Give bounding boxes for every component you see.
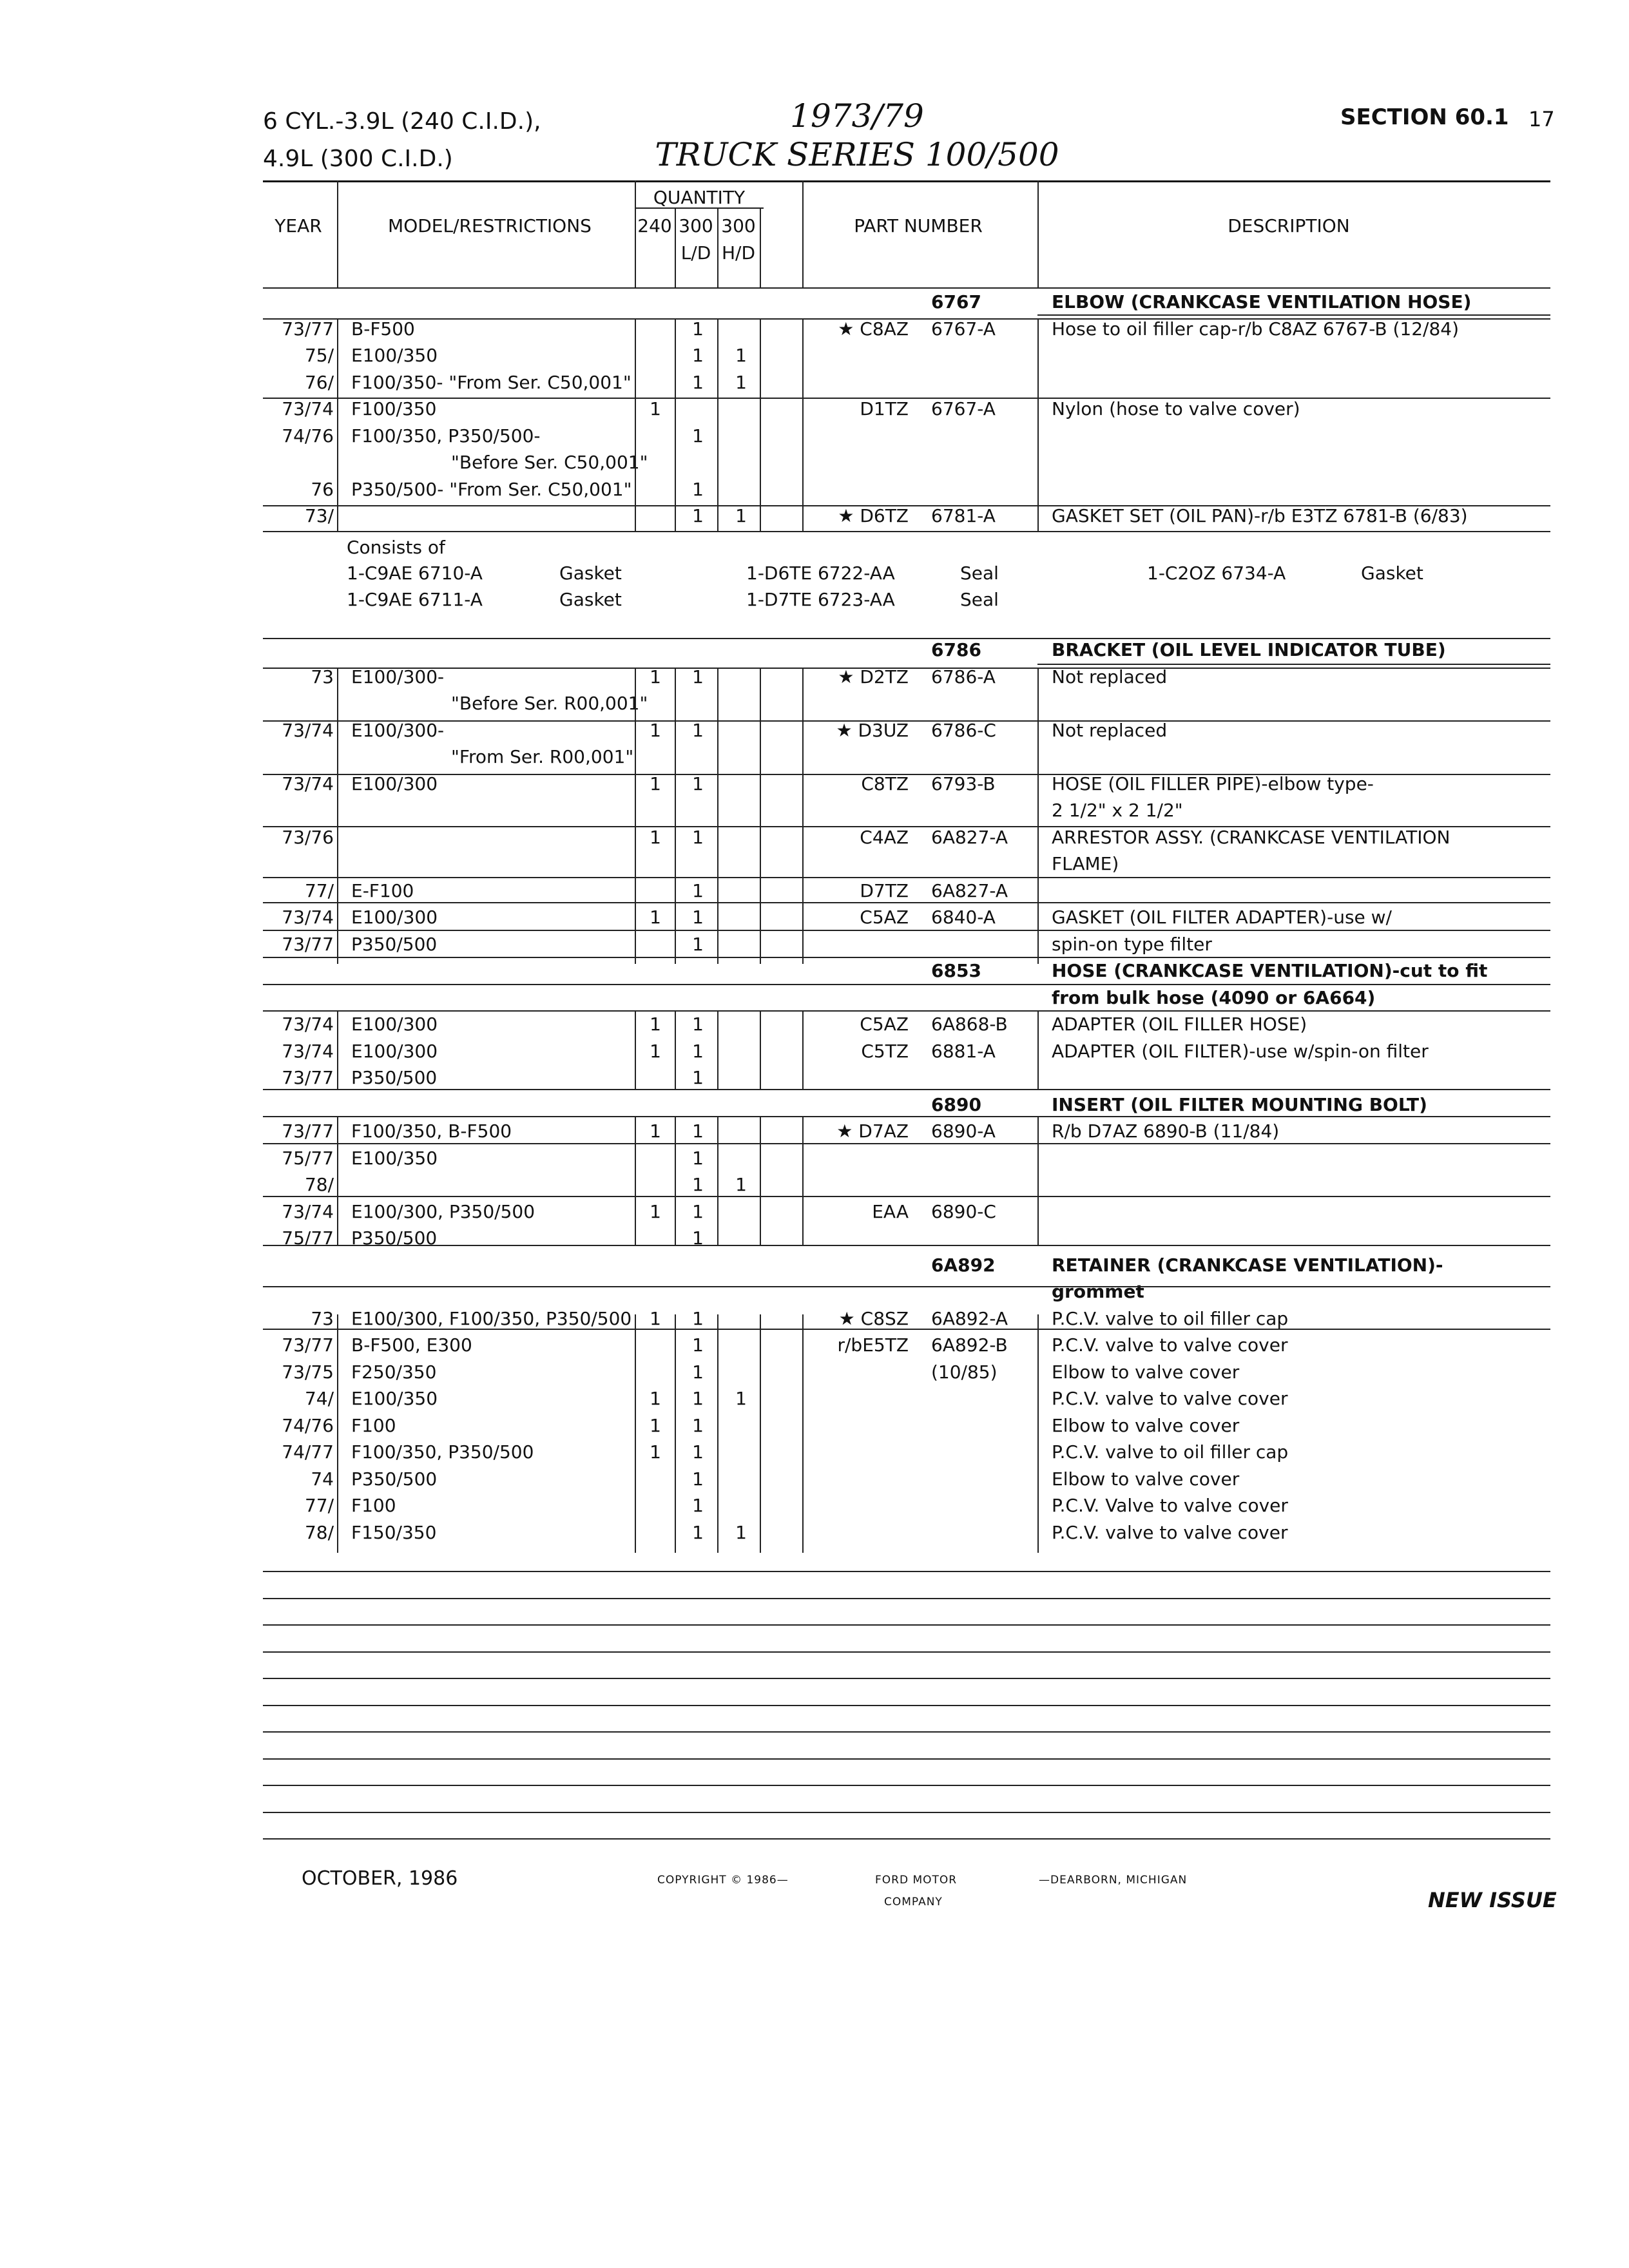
series-title: TRUCK SERIES 100/500: [655, 136, 1059, 173]
cell-year: 73/76: [282, 826, 334, 848]
cell-part-number: 6840-A: [931, 907, 996, 928]
row-rule: [263, 720, 1550, 722]
cell-model: E100/350: [351, 1147, 438, 1169]
cell-model: E100/300: [351, 1040, 438, 1062]
cell-part-prefix: C5TZ: [861, 1040, 909, 1062]
cell-year: 73/77: [282, 1067, 334, 1088]
cell-q240: 1: [650, 1307, 661, 1329]
cell-model: P350/500: [351, 933, 438, 955]
cell-description: grommet: [1052, 1281, 1144, 1302]
cell-description: ADAPTER (OIL FILTER)-use w/spin-on filter: [1052, 1040, 1429, 1062]
cell-part-number: 6A892-B: [931, 1334, 1008, 1356]
cell-description: ARRESTOR ASSY. (CRANKCASE VENTILATION: [1052, 826, 1451, 848]
cell-model: B-F500, E300: [351, 1334, 472, 1356]
cell-year: 73/75: [282, 1361, 334, 1383]
column-rule: [635, 318, 636, 531]
cell-year: 77/: [304, 1495, 334, 1516]
cell-q300ld: 1: [692, 933, 704, 955]
col-model: MODEL/RESTRICTIONS: [388, 215, 592, 236]
cell-part-number: 6A868-B: [931, 1014, 1008, 1035]
cell-q300ld: 1: [692, 1441, 704, 1463]
cell-description: RETAINER (CRANKCASE VENTILATION)-: [1052, 1254, 1443, 1276]
cell-description: ADAPTER (OIL FILLER HOSE): [1052, 1014, 1307, 1035]
header-left: [263, 103, 541, 178]
cell-description: Elbow to valve cover: [1052, 1361, 1240, 1383]
row-rule: [1037, 314, 1550, 316]
cell-q300ld: 1: [692, 1174, 704, 1195]
cell-q300ld: 1: [692, 1147, 704, 1169]
cell-year: 73/74: [282, 1200, 334, 1222]
cell-model: F100: [351, 1414, 396, 1436]
cell-year: 73/74: [282, 1040, 334, 1062]
column-rule: [1037, 1314, 1039, 1553]
row-rule: [263, 1598, 1550, 1599]
cell-year: 75/77: [282, 1227, 334, 1249]
footer-new-issue: NEW ISSUE: [1428, 1888, 1557, 1912]
cell-q300ld: 1: [692, 345, 704, 366]
cell-q240: 1: [650, 907, 661, 928]
cell-year: 75/: [304, 345, 334, 366]
consists-c1-desc: Gasket: [1361, 562, 1423, 584]
footer-location: —DEARBORN, MICHIGAN: [1039, 1874, 1188, 1887]
row-rule: [263, 318, 1550, 320]
cell-part-prefix: EAA: [872, 1200, 909, 1222]
cell-model: "From Ser. R00,001": [451, 746, 634, 767]
column-rule: [802, 1010, 804, 1090]
col-quantity: QUANTITY: [653, 187, 746, 208]
row-rule: [263, 957, 1550, 958]
cell-part-number: 6853: [931, 960, 981, 981]
cell-q300hd: 1: [735, 1174, 747, 1195]
top-rule: [263, 180, 1550, 182]
section-label: SECTION 60.1: [1340, 104, 1509, 130]
cell-description: spin-on type filter: [1052, 933, 1212, 955]
cell-description: from bulk hose (4090 or 6A664): [1052, 986, 1376, 1008]
cell-year: 78/: [304, 1521, 334, 1543]
cell-year: 73/74: [282, 719, 334, 741]
cell-part-number: 6767-A: [931, 398, 996, 419]
cell-model: "Before Ser. C50,001": [451, 452, 648, 473]
cell-description: Not replaced: [1052, 719, 1168, 741]
row-rule: [263, 398, 1550, 399]
engine-line-1: 6 CYL.-3.9L (240 C.I.D.),: [263, 108, 541, 135]
column-rule: [760, 1010, 761, 1090]
cell-part-number: 6A892-A: [931, 1307, 1008, 1329]
cell-q240: 1: [650, 826, 661, 848]
cell-description: P.C.V. Valve to valve cover: [1052, 1495, 1288, 1516]
column-rule: [635, 1010, 636, 1090]
consists-a1-desc: Gasket: [559, 562, 622, 584]
cell-part-number: 6767-A: [931, 318, 996, 340]
cell-q300ld: 1: [692, 478, 704, 500]
cell-part-prefix: ★ D2TZ: [838, 666, 909, 687]
column-rule: [675, 1010, 676, 1090]
cell-model: F150/350: [351, 1521, 437, 1543]
cell-model: E100/300, F100/350, P350/500: [351, 1307, 632, 1329]
cell-description: GASKET SET (OIL PAN)-r/b E3TZ 6781-B (6/83): [1052, 505, 1468, 526]
cell-part-number: 6A892: [931, 1254, 996, 1276]
column-rule: [1037, 1010, 1039, 1090]
row-rule: [263, 877, 1550, 878]
cell-description: HOSE (OIL FILLER PIPE)-elbow type-: [1052, 773, 1374, 794]
cell-q300ld: 1: [692, 1014, 704, 1035]
cell-part-number: 6786: [931, 639, 981, 660]
cell-q300ld: 1: [692, 773, 704, 794]
cell-part-number: 6890-A: [931, 1120, 996, 1142]
cell-part-prefix: C5AZ: [860, 1014, 909, 1035]
consists-b1: 1-D6TE 6722-AA: [746, 562, 895, 584]
cell-part-number: 6890: [931, 1093, 981, 1115]
cell-part-number: 6890-C: [931, 1200, 996, 1222]
cell-model: "Before Ser. R00,001": [451, 693, 648, 714]
column-rule: [635, 1116, 636, 1245]
cell-part-prefix: ★ D7AZ: [836, 1120, 909, 1142]
cell-part-number: 6767: [931, 291, 981, 312]
cell-part-prefix: ★ D3UZ: [836, 719, 909, 741]
cell-year: 74/: [304, 1388, 334, 1409]
cell-model: E100/300: [351, 907, 438, 928]
cell-q240: 1: [650, 1120, 661, 1142]
years-title: 1973/79: [790, 97, 924, 135]
column-rule: [635, 668, 636, 964]
row-rule: [263, 1286, 1550, 1287]
cell-year: 76: [311, 478, 334, 500]
cell-q300hd: 1: [735, 505, 747, 526]
cell-model: F100/350, P350/500-: [351, 425, 541, 447]
column-rule: [760, 318, 761, 531]
footer-ford-2: COMPANY: [884, 1896, 943, 1908]
column-rule: [717, 1116, 718, 1245]
consists-a1: 1-C9AE 6710-A: [347, 562, 483, 584]
cell-q300hd: 1: [735, 1388, 747, 1409]
cell-year: 74/76: [282, 425, 334, 447]
cell-q300ld: 1: [692, 879, 704, 901]
row-rule: [263, 1089, 1550, 1090]
footer-date: OCTOBER, 1986: [302, 1867, 458, 1890]
row-rule: [263, 1785, 1550, 1786]
cell-year: 73/74: [282, 773, 334, 794]
cell-q300ld: 1: [692, 1361, 704, 1383]
cell-description: ELBOW (CRANKCASE VENTILATION HOSE): [1052, 291, 1472, 312]
cell-description: P.C.V. valve to oil filler cap: [1052, 1441, 1289, 1463]
column-rule: [635, 1314, 636, 1553]
cell-q300ld: 1: [692, 505, 704, 526]
col-q300hd-a: 300: [721, 215, 756, 236]
cell-q300ld: 1: [692, 1521, 704, 1543]
cell-model: P350/500- "From Ser. C50,001": [351, 478, 632, 500]
cell-model: P350/500: [351, 1227, 438, 1249]
cell-year: 73/: [304, 505, 334, 526]
cell-model: P350/500: [351, 1067, 438, 1088]
row-rule: [263, 930, 1550, 931]
cell-q240: 1: [650, 1388, 661, 1409]
column-rule: [675, 318, 676, 531]
cell-year: 73/77: [282, 318, 334, 340]
cell-description: GASKET (OIL FILTER ADAPTER)-use w/: [1052, 907, 1392, 928]
cell-q240: 1: [650, 773, 661, 794]
engine-line-2: 4.9L (300 C.I.D.): [263, 146, 453, 172]
cell-model: F100/350, P350/500: [351, 1441, 534, 1463]
column-rule: [717, 1010, 718, 1090]
cell-q300ld: 1: [692, 1495, 704, 1516]
cell-year: 78/: [304, 1174, 334, 1195]
header-center: [644, 97, 1070, 174]
cell-q300ld: 1: [692, 1040, 704, 1062]
cell-part-number: 6A827-A: [931, 879, 1008, 901]
cell-q300ld: 1: [692, 907, 704, 928]
cell-model: E100/300: [351, 1014, 438, 1035]
cell-year: 73/77: [282, 1334, 334, 1356]
cell-model: F250/350: [351, 1361, 437, 1383]
cell-description: Hose to oil filler cap-r/b C8AZ 6767-B (12/84): [1052, 318, 1459, 340]
cell-description: P.C.V. valve to valve cover: [1052, 1388, 1288, 1409]
cell-description: P.C.V. valve to oil filler cap: [1052, 1307, 1289, 1329]
consists-b1-desc: Seal: [960, 562, 999, 584]
cell-q300ld: 1: [692, 1468, 704, 1490]
cell-part-prefix: ★ D6TZ: [838, 505, 909, 526]
cell-q300ld: 1: [692, 318, 704, 340]
row-rule: [263, 1143, 1550, 1144]
cell-part-prefix: D7TZ: [860, 879, 909, 901]
cell-q300ld: 1: [692, 1067, 704, 1088]
column-rule: [337, 1116, 338, 1245]
cell-year: 76/: [304, 371, 334, 393]
cell-q300ld: 1: [692, 1200, 704, 1222]
cell-year: 73/74: [282, 1014, 334, 1035]
cell-q300ld: 1: [692, 1120, 704, 1142]
row-rule: [263, 1116, 1550, 1117]
cell-part-prefix: ★ C8SZ: [838, 1307, 909, 1329]
cell-model: E100/300-: [351, 719, 445, 741]
column-rule: [802, 1314, 804, 1553]
cell-part-number: 6881-A: [931, 1040, 996, 1062]
column-rule: [760, 668, 761, 964]
cell-q240: 1: [650, 398, 661, 419]
cell-part-prefix: C5AZ: [860, 907, 909, 928]
cell-q240: 1: [650, 1441, 661, 1463]
col-q300ld-b: L/D: [680, 242, 711, 264]
column-rule: [337, 1010, 338, 1090]
cell-description: Nylon (hose to valve cover): [1052, 398, 1300, 419]
footer-copyright: COPYRIGHT © 1986—: [657, 1874, 789, 1887]
column-rule: [802, 668, 804, 964]
cell-q300ld: 1: [692, 371, 704, 393]
cell-model: E100/300, P350/500: [351, 1200, 535, 1222]
cell-year: 74/76: [282, 1414, 334, 1436]
cell-part-number: 6786-A: [931, 666, 996, 687]
cell-description: BRACKET (OIL LEVEL INDICATOR TUBE): [1052, 639, 1446, 660]
cell-year: 73/77: [282, 1120, 334, 1142]
column-rule: [337, 318, 338, 531]
cell-model: E100/300: [351, 773, 438, 794]
cell-model: F100/350, B-F500: [351, 1120, 512, 1142]
row-rule: [263, 1245, 1550, 1246]
cell-q300ld: 1: [692, 1388, 704, 1409]
consists-b2-desc: Seal: [960, 589, 999, 610]
col-part-number: PART NUMBER: [854, 215, 983, 236]
row-rule: [263, 1651, 1550, 1653]
column-rule: [675, 1314, 676, 1553]
consists-label: Consists of: [347, 537, 445, 558]
cell-description: R/b D7AZ 6890-B (11/84): [1052, 1120, 1280, 1142]
col-q300hd-b: H/D: [721, 242, 756, 264]
row-rule: [263, 1678, 1550, 1679]
cell-q300hd: 1: [735, 1521, 747, 1543]
consists-c1: 1-C2OZ 6734-A: [1147, 562, 1286, 584]
column-rule: [760, 1314, 761, 1553]
cell-part-number: 6781-A: [931, 505, 996, 526]
cell-year: 73: [311, 666, 334, 687]
column-rule: [802, 1116, 804, 1245]
row-rule: [263, 1812, 1550, 1813]
column-rule: [1037, 668, 1039, 964]
cell-description: Elbow to valve cover: [1052, 1468, 1240, 1490]
cell-model: F100: [351, 1495, 396, 1516]
row-rule: [263, 1624, 1550, 1626]
column-rule: [1037, 318, 1039, 531]
cell-q300ld: 1: [692, 1334, 704, 1356]
cell-year: 73/77: [282, 933, 334, 955]
cell-model: E-F100: [351, 879, 414, 901]
row-rule: [263, 1329, 1550, 1330]
cell-q300ld: 1: [692, 425, 704, 447]
cell-q300ld: 1: [692, 1307, 704, 1329]
cell-description: P.C.V. valve to valve cover: [1052, 1334, 1288, 1356]
cell-q240: 1: [650, 1014, 661, 1035]
row-rule: [263, 505, 1550, 506]
cell-description: Not replaced: [1052, 666, 1168, 687]
cell-year: 73/74: [282, 398, 334, 419]
cell-model: P350/500: [351, 1468, 438, 1490]
row-rule: [263, 638, 1550, 639]
row-rule: [263, 1731, 1550, 1733]
cell-q300ld: 1: [692, 666, 704, 687]
cell-model: E100/350: [351, 345, 438, 366]
cell-year: 74: [311, 1468, 334, 1490]
col-q240: 240: [637, 215, 672, 236]
cell-part-number: 6A827-A: [931, 826, 1008, 848]
footer-ford-1: FORD MOTOR: [875, 1874, 958, 1887]
column-rule: [717, 318, 718, 531]
cell-q240: 1: [650, 1200, 661, 1222]
cell-part-prefix: C4AZ: [860, 826, 909, 848]
cell-part-prefix: D1TZ: [860, 398, 909, 419]
cell-q300ld: 1: [692, 719, 704, 741]
cell-description: INSERT (OIL FILTER MOUNTING BOLT): [1052, 1093, 1427, 1115]
cell-q300ld: 1: [692, 826, 704, 848]
cell-q300hd: 1: [735, 371, 747, 393]
row-rule: [263, 1010, 1550, 1012]
row-rule: [263, 1758, 1550, 1760]
cell-year: 73/74: [282, 907, 334, 928]
column-rule: [760, 1116, 761, 1245]
row-rule: [263, 902, 1550, 903]
column-rule: [675, 668, 676, 964]
row-rule: [263, 1196, 1550, 1197]
column-rule: [717, 668, 718, 964]
column-rule: [337, 1314, 338, 1553]
cell-part-number: 6793-B: [931, 773, 996, 794]
row-rule: [263, 774, 1550, 775]
cell-model: E100/300-: [351, 666, 445, 687]
row-rule: [263, 1571, 1550, 1572]
column-rule: [1037, 1116, 1039, 1245]
page-number: 17: [1528, 107, 1555, 131]
row-rule: [263, 826, 1550, 827]
consists-a2: 1-C9AE 6711-A: [347, 589, 483, 610]
cell-description: 2 1/2" x 2 1/2": [1052, 800, 1183, 821]
column-rule: [802, 318, 804, 531]
cell-q300ld: 1: [692, 1227, 704, 1249]
cell-year: 74/77: [282, 1441, 334, 1463]
row-rule: [263, 984, 1550, 985]
row-rule: [263, 1705, 1550, 1706]
cell-part-prefix: r/bE5TZ: [837, 1334, 909, 1356]
row-rule: [1037, 664, 1550, 665]
row-rule: [263, 1838, 1550, 1840]
col-description: DESCRIPTION: [1228, 215, 1350, 236]
cell-description: HOSE (CRANKCASE VENTILATION)-cut to fit: [1052, 960, 1488, 981]
cell-description: Elbow to valve cover: [1052, 1414, 1240, 1436]
cell-description: FLAME): [1052, 853, 1119, 874]
consists-b2: 1-D7TE 6723-AA: [746, 589, 895, 610]
col-year: YEAR: [275, 215, 322, 236]
cell-part-prefix: ★ C8AZ: [838, 318, 909, 340]
cell-description: P.C.V. valve to valve cover: [1052, 1521, 1288, 1543]
cell-q300ld: 1: [692, 1414, 704, 1436]
cell-q240: 1: [650, 666, 661, 687]
cell-q240: 1: [650, 1414, 661, 1436]
cell-model: E100/350: [351, 1388, 438, 1409]
cell-year: 75/77: [282, 1147, 334, 1169]
consists-a2-desc: Gasket: [559, 589, 622, 610]
cell-year: 73: [311, 1307, 334, 1329]
cell-q240: 1: [650, 719, 661, 741]
col-q300ld-a: 300: [679, 215, 713, 236]
cell-part-prefix: C8TZ: [861, 773, 909, 794]
cell-part-number: (10/85): [931, 1361, 998, 1383]
cell-model: F100/350: [351, 398, 437, 419]
row-rule: [263, 531, 1550, 532]
cell-model: B-F500: [351, 318, 415, 340]
column-rule: [675, 1116, 676, 1245]
row-rule: [263, 668, 1550, 669]
cell-q300hd: 1: [735, 345, 747, 366]
column-rule: [717, 1314, 718, 1553]
cell-part-number: 6786-C: [931, 719, 996, 741]
cell-year: 77/: [304, 879, 334, 901]
column-rule: [337, 668, 338, 964]
cell-q240: 1: [650, 1040, 661, 1062]
cell-model: F100/350- "From Ser. C50,001": [351, 371, 631, 393]
